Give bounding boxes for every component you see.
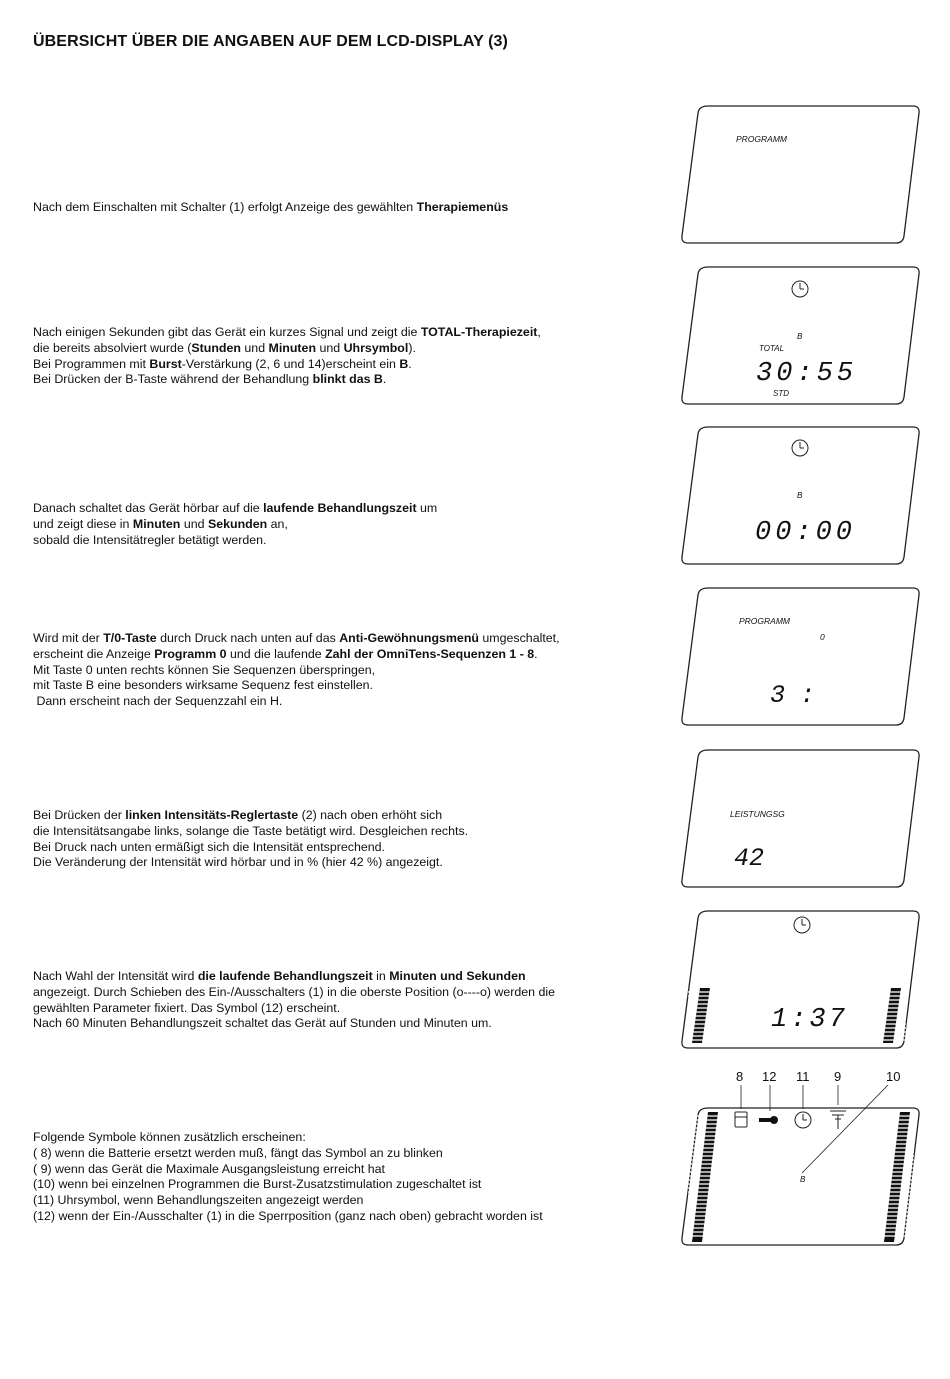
text-line xyxy=(33,824,633,840)
bold-text-run: die laufende Behandlungszeit xyxy=(197,969,373,983)
running-time: 00:00 xyxy=(755,518,857,548)
bold-text-run: blinkt das B xyxy=(312,372,383,387)
text-line xyxy=(33,325,633,341)
callout-8: 8 xyxy=(736,1069,744,1084)
paragraph-intensitaet xyxy=(33,808,633,871)
text-run: und die laufende xyxy=(226,646,326,661)
bold-text-run: Uhrsymbol xyxy=(343,340,409,355)
text-line xyxy=(33,808,633,824)
text-line xyxy=(33,647,633,663)
text-run: sobald die Intensitätregler betätigt werden. xyxy=(33,532,267,547)
text-run: und zeigt diese in xyxy=(33,516,133,531)
text-line xyxy=(33,1001,633,1017)
lcd-display-symbole xyxy=(678,1085,923,1250)
bold-text-run: Zahl der OmniTens-Sequenzen 1 - 8 xyxy=(325,646,535,661)
std-label: STD xyxy=(773,389,789,398)
paragraph-total-therapiezeit xyxy=(33,325,633,388)
sequence-number: 3 : xyxy=(770,681,816,710)
paragraph-therapiemenue xyxy=(33,200,633,216)
clock-icon xyxy=(794,917,810,933)
text-run: . xyxy=(382,372,387,387)
intensity-bar-left xyxy=(688,988,714,1043)
text-run: , xyxy=(537,325,541,339)
paragraph-laufende-behandlungszeit xyxy=(33,501,633,548)
text-line xyxy=(33,1193,633,1209)
lcd-display-anti-gewoehnung xyxy=(678,585,923,730)
text-run: Bei Programmen mit xyxy=(33,356,150,371)
text-run: mit Taste B eine besonders wirksame Sequenz fest einstellen. xyxy=(33,678,374,693)
bold-text-run: Minuten und Sekunden xyxy=(389,969,526,983)
bold-text-run: Minuten xyxy=(268,340,317,355)
text-run: die Intensitätsangabe links, solange die Taste betätigt wird. Desgleichen rechts. xyxy=(33,823,469,838)
burst-indicator: B xyxy=(797,491,803,500)
burst-indicator: B xyxy=(800,1175,806,1184)
text-run: und xyxy=(316,340,344,355)
text-run: (2) nach oben erhöht sich xyxy=(298,808,443,822)
text-line xyxy=(33,969,633,985)
text-run: ( 8) wenn die Batterie ersetzt werden muß, fängt das Symbol an zu blinken xyxy=(33,1145,443,1160)
bold-text-run: Therapiemenüs xyxy=(416,200,509,214)
bold-text-run: T/0-Taste xyxy=(103,631,157,645)
lock-key-icon xyxy=(759,1116,778,1124)
text-run: Bei Druck nach unten ermäßigt sich die Intensität entsprechend. xyxy=(33,839,385,854)
text-run: um xyxy=(416,501,438,515)
intensity-bar-left xyxy=(688,1112,722,1242)
text-run: Mit Taste 0 unten rechts können Sie Sequenzen überspringen, xyxy=(33,662,376,677)
lcd-display-leistung xyxy=(678,747,923,892)
clock-icon xyxy=(792,281,808,297)
text-run: ( 9) wenn das Gerät die Maximale Ausgangsleistung erreicht hat xyxy=(33,1161,385,1176)
text-run: -Verstärkung (2, 6 und 14)erscheint ein xyxy=(181,356,400,371)
text-run: Bei Drücken der xyxy=(33,808,126,822)
text-run: Nach einigen Sekunden gibt das Gerät ein kurzes Signal und zeigt die xyxy=(33,325,421,339)
bold-text-run: linken Intensitäts-Reglertaste xyxy=(125,808,299,822)
intensity-bar-right xyxy=(878,988,906,1043)
text-line xyxy=(33,501,633,517)
power-level-icon xyxy=(830,1111,846,1129)
programm-number: 0 xyxy=(820,632,825,642)
text-line xyxy=(33,631,633,647)
intensity-bar-right xyxy=(878,1112,914,1242)
clock-icon xyxy=(795,1112,811,1128)
text-line xyxy=(33,840,633,856)
text-run: Nach Wahl der Intensität wird xyxy=(33,969,198,983)
text-run: (12) wenn der Ein-/Ausschalter (1) in die Sperrposition (ganz nach oben) gebracht worden ist xyxy=(33,1208,543,1223)
paragraph-zusatzsymbole xyxy=(33,1130,633,1225)
text-run: Nach 60 Minuten Behandlungszeit schaltet das Gerät auf Stunden und Minuten um. xyxy=(33,1016,492,1031)
text-run: gewählten Parameter fixiert. Das Symbol (12) erscheint. xyxy=(33,1000,341,1015)
text-run: (11) Uhrsymbol, wenn Behandlungszeiten angezeigt werden xyxy=(33,1193,364,1208)
bold-text-run: Stunden xyxy=(191,340,241,355)
callout-10: 10 xyxy=(886,1069,901,1084)
text-run: durch Druck nach unten auf das xyxy=(156,631,340,645)
lcd-display-laufende-zeit xyxy=(678,908,923,1053)
callout-9: 9 xyxy=(834,1069,842,1084)
text-run: erscheint die Anzeige xyxy=(33,646,155,661)
intensity-value: 42 xyxy=(734,844,765,873)
text-line xyxy=(33,694,633,710)
burst-indicator: B xyxy=(797,332,803,341)
bold-text-run: Minuten xyxy=(132,516,181,531)
total-label: TOTAL xyxy=(759,344,785,353)
bold-text-run: B xyxy=(399,356,409,371)
text-line xyxy=(33,1130,633,1146)
text-run: Die Veränderung der Intensität wird hörbar und in % (hier 42 %) angezeigt. xyxy=(33,855,443,870)
text-line xyxy=(33,1177,633,1193)
text-line xyxy=(33,855,633,871)
text-run: (10) wenn bei einzelnen Programmen die Burst-Zusatzstimulation zugeschaltet ist xyxy=(33,1177,482,1192)
text-line xyxy=(33,533,633,549)
text-line xyxy=(33,1016,633,1032)
bold-text-run: TOTAL-Therapiezeit xyxy=(420,325,538,339)
text-line xyxy=(33,200,633,216)
text-run: . xyxy=(408,356,412,371)
text-run: Folgende Symbole können zusätzlich erscheinen: xyxy=(33,1130,306,1144)
page-title: ÜBERSICHT ÜBER DIE ANGABEN AUF DEM LCD-DISPLAY (3) xyxy=(33,33,508,50)
text-run: an, xyxy=(267,516,288,531)
running-time: 1:37 xyxy=(771,1005,848,1035)
lcd-display-total-zeit xyxy=(678,264,923,409)
bold-text-run: Burst xyxy=(149,356,182,371)
text-run: und xyxy=(180,516,208,531)
text-run: Nach dem Einschalten mit Schalter (1) erfolgt Anzeige des gewählten xyxy=(33,200,417,214)
text-line xyxy=(33,372,633,388)
text-run: und xyxy=(240,340,269,355)
text-line xyxy=(33,678,633,694)
programm-label: PROGRAMM xyxy=(736,134,787,144)
paragraph-anti-gewoehnungsmenue xyxy=(33,631,633,710)
programm-label: PROGRAMM xyxy=(739,616,790,626)
text-line xyxy=(33,663,633,679)
text-run: . xyxy=(534,646,538,661)
text-run: ). xyxy=(408,340,416,355)
text-run: Dann erscheint nach der Sequenzzahl ein H. xyxy=(33,694,283,709)
text-run: angezeigt. Durch Schieben des Ein-/Ausschalters (1) in die oberste Position (o----o) werden die xyxy=(33,984,556,999)
bold-text-run: Sekunden xyxy=(207,516,268,531)
text-line xyxy=(33,985,633,1001)
text-line xyxy=(33,1209,633,1225)
text-line xyxy=(33,1162,633,1178)
text-run: Danach schaltet das Gerät hörbar auf die xyxy=(33,501,264,515)
callout-12: 12 xyxy=(762,1069,777,1084)
callout-11: 11 xyxy=(796,1069,810,1084)
text-run: in xyxy=(372,969,390,983)
battery-icon xyxy=(735,1112,747,1127)
paragraph-behandlungszeit-fixiert xyxy=(33,969,633,1032)
text-run: Wird mit der xyxy=(33,631,104,645)
bold-text-run: laufende Behandlungszeit xyxy=(263,501,417,515)
lcd-display-behandlungszeit xyxy=(678,424,923,569)
clock-icon xyxy=(792,440,808,456)
text-line xyxy=(33,341,633,357)
bold-text-run: Programm 0 xyxy=(154,646,227,661)
total-time: 30:55 xyxy=(756,359,858,389)
lcd-display-programm xyxy=(678,103,923,248)
text-run: umgeschaltet, xyxy=(478,631,560,645)
text-line xyxy=(33,357,633,373)
text-line xyxy=(33,1146,633,1162)
text-line xyxy=(33,517,633,533)
text-run: die bereits absolviert wurde ( xyxy=(33,340,192,355)
bold-text-run: Anti-Gewöhnungsmenü xyxy=(339,631,479,645)
leistung-label: LEISTUNGSG xyxy=(730,809,785,819)
text-run: Bei Drücken der B-Taste während der Behandlung xyxy=(33,372,313,387)
